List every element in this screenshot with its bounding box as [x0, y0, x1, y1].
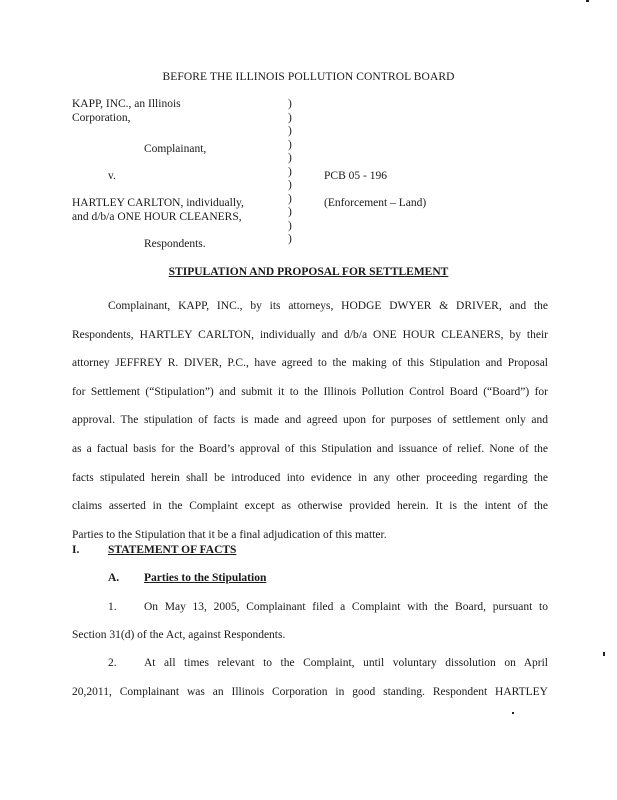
para-2-number: 2.	[108, 657, 117, 669]
document-heading: STIPULATION AND PROPOSAL FOR SETTLEMENT	[168, 266, 449, 278]
section-1-number: I.	[72, 544, 80, 556]
subsection-a-title: Parties to the Stipulation	[144, 572, 267, 584]
paren: )	[288, 233, 292, 245]
scan-speck	[586, 0, 589, 2]
para-1-number: 1.	[108, 601, 117, 613]
paren: )	[288, 206, 292, 218]
paren: )	[288, 138, 292, 151]
para-2-line: At all times relevant to the Complaint, until voluntary dissolution on April	[144, 657, 548, 669]
caption-parentheses	[288, 98, 296, 247]
para-1-line: On May 13, 2005, Complainant filed a Complaint with the Board, pursuant to	[144, 601, 548, 613]
scan-speck	[603, 652, 605, 656]
intro-line: approval. The stipulation of facts is made and agreed upon for purposes of settlement only and	[72, 414, 548, 427]
intro-line: Parties to the Stipulation that it be a final adjudication of this matter.	[72, 528, 387, 541]
complainant-role: Complainant,	[144, 143, 207, 155]
versus: v.	[108, 170, 116, 182]
paren: )	[288, 192, 292, 205]
para-2-line: 20,2011, Complainant was an Illinois Corporation in good standing. Respondent HARTLEY	[72, 686, 548, 698]
paren: )	[288, 219, 292, 232]
intro-line: as a factual basis for the Board’s approval of this Stipulation and issuance of relief. None of the	[72, 442, 548, 455]
scan-speck	[512, 712, 514, 714]
paren: )	[288, 125, 292, 137]
section-1-title: STATEMENT OF FACTS	[108, 544, 237, 556]
paren: )	[288, 179, 292, 191]
intro-line: for Settlement (“Stipulation”) and submit it to the Illinois Pollution Control Board (“Board”) for	[72, 385, 548, 398]
respondent-name-line-1: HARTLEY CARLTON, individually,	[72, 197, 244, 209]
paren: )	[288, 111, 292, 124]
complainant-name-line-1: KAPP, INC., an Illinois	[72, 98, 181, 110]
complainant-name-line-2: Corporation,	[72, 112, 131, 124]
subsection-a-letter: A.	[108, 572, 120, 584]
intro-line: facts stipulated herein shall be introduced into evidence in any other proceeding regarding the	[72, 471, 548, 484]
intro-line: claims asserted in the Complaint except as otherwise provided herein. It is the intent of the	[72, 500, 548, 513]
intro-line: Respondents, HARTLEY CARLTON, individually and d/b/a ONE HOUR CLEANERS, by their	[72, 328, 548, 341]
paren: )	[288, 152, 292, 164]
paren: )	[288, 98, 292, 110]
respondent-name-line-2: and d/b/a ONE HOUR CLEANERS,	[72, 211, 242, 223]
court-title: BEFORE THE ILLINOIS POLLUTION CONTROL BOARD	[162, 71, 455, 83]
paren: )	[288, 165, 292, 178]
respondent-role: Respondents.	[144, 238, 206, 250]
intro-line: Complainant, KAPP, INC., by its attorneys, HODGE DWYER & DRIVER, and the	[108, 300, 548, 312]
para-1-line: Section 31(d) of the Act, against Respondents.	[72, 629, 286, 641]
case-number: PCB 05 - 196	[324, 170, 387, 182]
intro-line: attorney JEFFREY R. DIVER, P.C., have agreed to the making of this Stipulation and Proposal	[72, 357, 548, 370]
intro-paragraph	[72, 292, 548, 549]
case-type: (Enforcement – Land)	[324, 197, 427, 209]
